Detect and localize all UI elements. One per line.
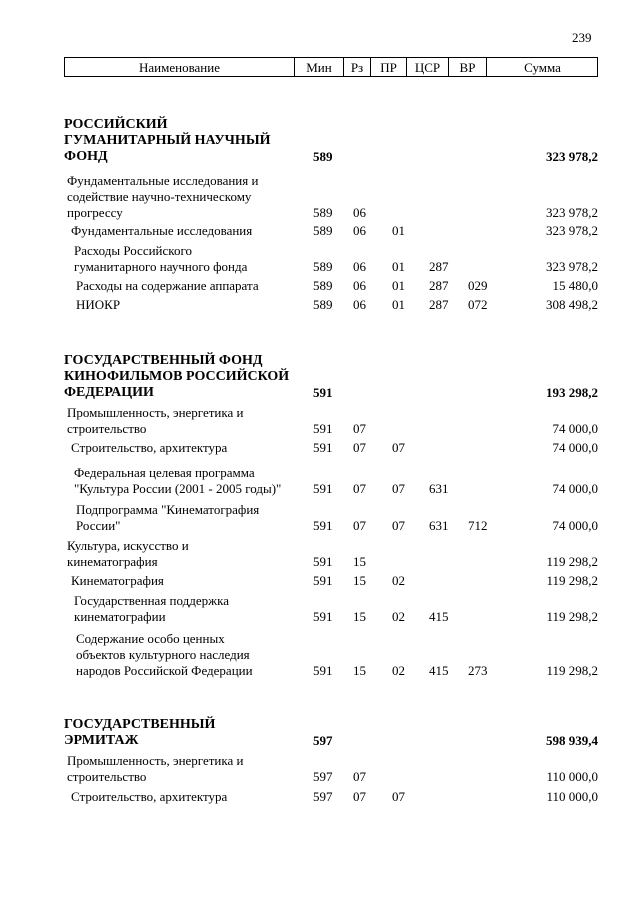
organization-row bbox=[0, 353, 640, 405]
rz-code: 06 bbox=[353, 278, 366, 293]
rz-code: 07 bbox=[353, 789, 366, 804]
row-name-line: Фундаментальные исследования bbox=[71, 223, 253, 238]
row-name-line: содействие научно-техническому bbox=[67, 189, 252, 204]
rz-code: 07 bbox=[353, 518, 366, 533]
rz-code: 15 bbox=[353, 609, 366, 624]
header-min: Мин bbox=[294, 58, 343, 76]
csr-code: 415 bbox=[429, 663, 449, 678]
row-name-line: Строительство, архитектура bbox=[71, 789, 228, 804]
csr-code: 287 bbox=[429, 297, 449, 312]
table-row bbox=[0, 789, 640, 809]
table-row bbox=[0, 297, 640, 317]
rz-code: 07 bbox=[353, 440, 366, 455]
vr-code: 029 bbox=[468, 278, 488, 293]
pr-code: 01 bbox=[392, 223, 405, 238]
rz-code: 07 bbox=[353, 481, 366, 496]
row-name-line: Строительство, архитектура bbox=[71, 440, 228, 455]
row-name-line: КИНОФИЛЬМОВ РОССИЙСКОЙ bbox=[64, 369, 290, 384]
row-name-line: Содержание особо ценных bbox=[76, 631, 225, 646]
row-name-line: России" bbox=[76, 518, 121, 533]
min-code: 597 bbox=[313, 769, 333, 784]
organization-row bbox=[0, 117, 640, 169]
header-pr: ПР bbox=[370, 58, 406, 76]
csr-code: 415 bbox=[429, 609, 449, 624]
row-name-line: ГУМАНИТАРНЫЙ НАУЧНЫЙ bbox=[64, 133, 271, 148]
table-row bbox=[0, 631, 640, 683]
min-code: 589 bbox=[313, 278, 333, 293]
table-row bbox=[0, 173, 640, 225]
row-name-line: Кинематография bbox=[71, 573, 164, 588]
row-name-line: строительство bbox=[67, 421, 147, 436]
min-code: 597 bbox=[313, 733, 333, 748]
min-code: 589 bbox=[313, 223, 333, 238]
row-name-line: ГОСУДАРСТВЕННЫЙ bbox=[64, 717, 216, 732]
amount: 119 298,2 bbox=[546, 573, 598, 588]
row-name-line: народов Российской Федерации bbox=[76, 663, 253, 678]
min-code: 591 bbox=[313, 663, 333, 678]
row-name-line: Культура, искусство и bbox=[67, 538, 189, 553]
csr-code: 631 bbox=[429, 481, 449, 496]
min-code: 589 bbox=[313, 149, 333, 164]
csr-code: 287 bbox=[429, 278, 449, 293]
amount: 598 939,4 bbox=[546, 733, 598, 748]
amount: 308 498,2 bbox=[546, 297, 598, 312]
amount: 119 298,2 bbox=[546, 663, 598, 678]
csr-code: 631 bbox=[429, 518, 449, 533]
page-number: 239 bbox=[572, 30, 592, 45]
row-name-line: Подпрограмма "Кинематография bbox=[76, 502, 260, 517]
amount: 74 000,0 bbox=[552, 421, 598, 436]
row-name-line: Федеральная целевая программа bbox=[74, 465, 255, 480]
header-name: Наименование bbox=[139, 60, 220, 75]
min-code: 591 bbox=[313, 573, 333, 588]
amount: 74 000,0 bbox=[552, 518, 598, 533]
row-name-line: строительство bbox=[67, 769, 147, 784]
pr-code: 01 bbox=[392, 278, 405, 293]
row-name-line: Расходы Российского bbox=[74, 243, 192, 258]
pr-code: 07 bbox=[392, 789, 405, 804]
pr-code: 01 bbox=[392, 297, 405, 312]
row-name-line: Промышленность, энергетика и bbox=[67, 753, 244, 768]
vr-code: 072 bbox=[468, 297, 488, 312]
min-code: 591 bbox=[313, 554, 333, 569]
table-row bbox=[0, 278, 640, 298]
amount: 74 000,0 bbox=[552, 481, 598, 496]
pr-code: 02 bbox=[392, 663, 405, 678]
row-name-line: ФОНД bbox=[64, 149, 108, 164]
amount: 110 000,0 bbox=[546, 789, 598, 804]
min-code: 589 bbox=[313, 297, 333, 312]
row-name-line: ФЕДЕРАЦИИ bbox=[64, 385, 154, 400]
amount: 323 978,2 bbox=[546, 223, 598, 238]
min-code: 591 bbox=[313, 481, 333, 496]
row-name-line: объектов культурного наследия bbox=[76, 647, 250, 662]
row-name-line: "Культура России (2001 - 2005 годы)" bbox=[74, 481, 282, 496]
header-sum: Сумма bbox=[486, 58, 598, 76]
pr-code: 02 bbox=[392, 573, 405, 588]
pr-code: 01 bbox=[392, 259, 405, 274]
rz-code: 15 bbox=[353, 554, 366, 569]
row-name-line: РОССИЙСКИЙ bbox=[64, 117, 168, 132]
min-code: 591 bbox=[313, 609, 333, 624]
row-name-line: ЭРМИТАЖ bbox=[64, 733, 139, 748]
rz-code: 06 bbox=[353, 223, 366, 238]
table-row bbox=[0, 593, 640, 629]
rz-code: 15 bbox=[353, 573, 366, 588]
amount: 74 000,0 bbox=[552, 440, 598, 455]
table-row bbox=[0, 753, 640, 789]
min-code: 589 bbox=[313, 259, 333, 274]
table-row bbox=[0, 538, 640, 574]
row-name-line: Государственная поддержка bbox=[74, 593, 230, 608]
rz-code: 06 bbox=[353, 297, 366, 312]
min-code: 591 bbox=[313, 385, 333, 400]
min-code: 591 bbox=[313, 518, 333, 533]
vr-code: 273 bbox=[468, 663, 488, 678]
row-name-line: кинематографии bbox=[74, 609, 166, 624]
table-row bbox=[0, 502, 640, 538]
row-name-line: НИОКР bbox=[76, 297, 121, 312]
row-name-line: Расходы на содержание аппарата bbox=[76, 278, 259, 293]
pr-code: 07 bbox=[392, 481, 405, 496]
amount: 323 978,2 bbox=[546, 149, 598, 164]
row-name-line: прогрессу bbox=[67, 205, 123, 220]
table-row bbox=[0, 243, 640, 279]
amount: 323 978,2 bbox=[546, 205, 598, 220]
row-name-line: кинематография bbox=[67, 554, 158, 569]
table-row bbox=[0, 440, 640, 460]
header-csr: ЦСР bbox=[406, 58, 448, 76]
vr-code: 712 bbox=[468, 518, 488, 533]
table-row bbox=[0, 223, 640, 243]
amount: 323 978,2 bbox=[546, 259, 598, 274]
min-code: 591 bbox=[313, 440, 333, 455]
table-row bbox=[0, 573, 640, 593]
row-name-line: ГОСУДАРСТВЕННЫЙ ФОНД bbox=[64, 353, 263, 368]
amount: 110 000,0 bbox=[546, 769, 598, 784]
pr-code: 02 bbox=[392, 609, 405, 624]
amount: 193 298,2 bbox=[546, 385, 598, 400]
table-row bbox=[0, 465, 640, 501]
pr-code: 07 bbox=[392, 440, 405, 455]
rz-code: 06 bbox=[353, 259, 366, 274]
rz-code: 15 bbox=[353, 663, 366, 678]
rz-code: 07 bbox=[353, 769, 366, 784]
csr-code: 287 bbox=[429, 259, 449, 274]
row-name-line: гуманитарного научного фонда bbox=[74, 259, 248, 274]
row-name-line: Промышленность, энергетика и bbox=[67, 405, 244, 420]
amount: 119 298,2 bbox=[546, 609, 598, 624]
min-code: 591 bbox=[313, 421, 333, 436]
table-row bbox=[0, 405, 640, 441]
rz-code: 07 bbox=[353, 421, 366, 436]
row-name-line: Фундаментальные исследования и bbox=[67, 173, 259, 188]
min-code: 597 bbox=[313, 789, 333, 804]
header-vr: ВР bbox=[448, 58, 486, 76]
pr-code: 07 bbox=[392, 518, 405, 533]
amount: 119 298,2 bbox=[546, 554, 598, 569]
amount: 15 480,0 bbox=[552, 278, 598, 293]
min-code: 589 bbox=[313, 205, 333, 220]
rz-code: 06 bbox=[353, 205, 366, 220]
organization-row bbox=[0, 717, 640, 753]
header-rz: Рз bbox=[343, 58, 370, 76]
